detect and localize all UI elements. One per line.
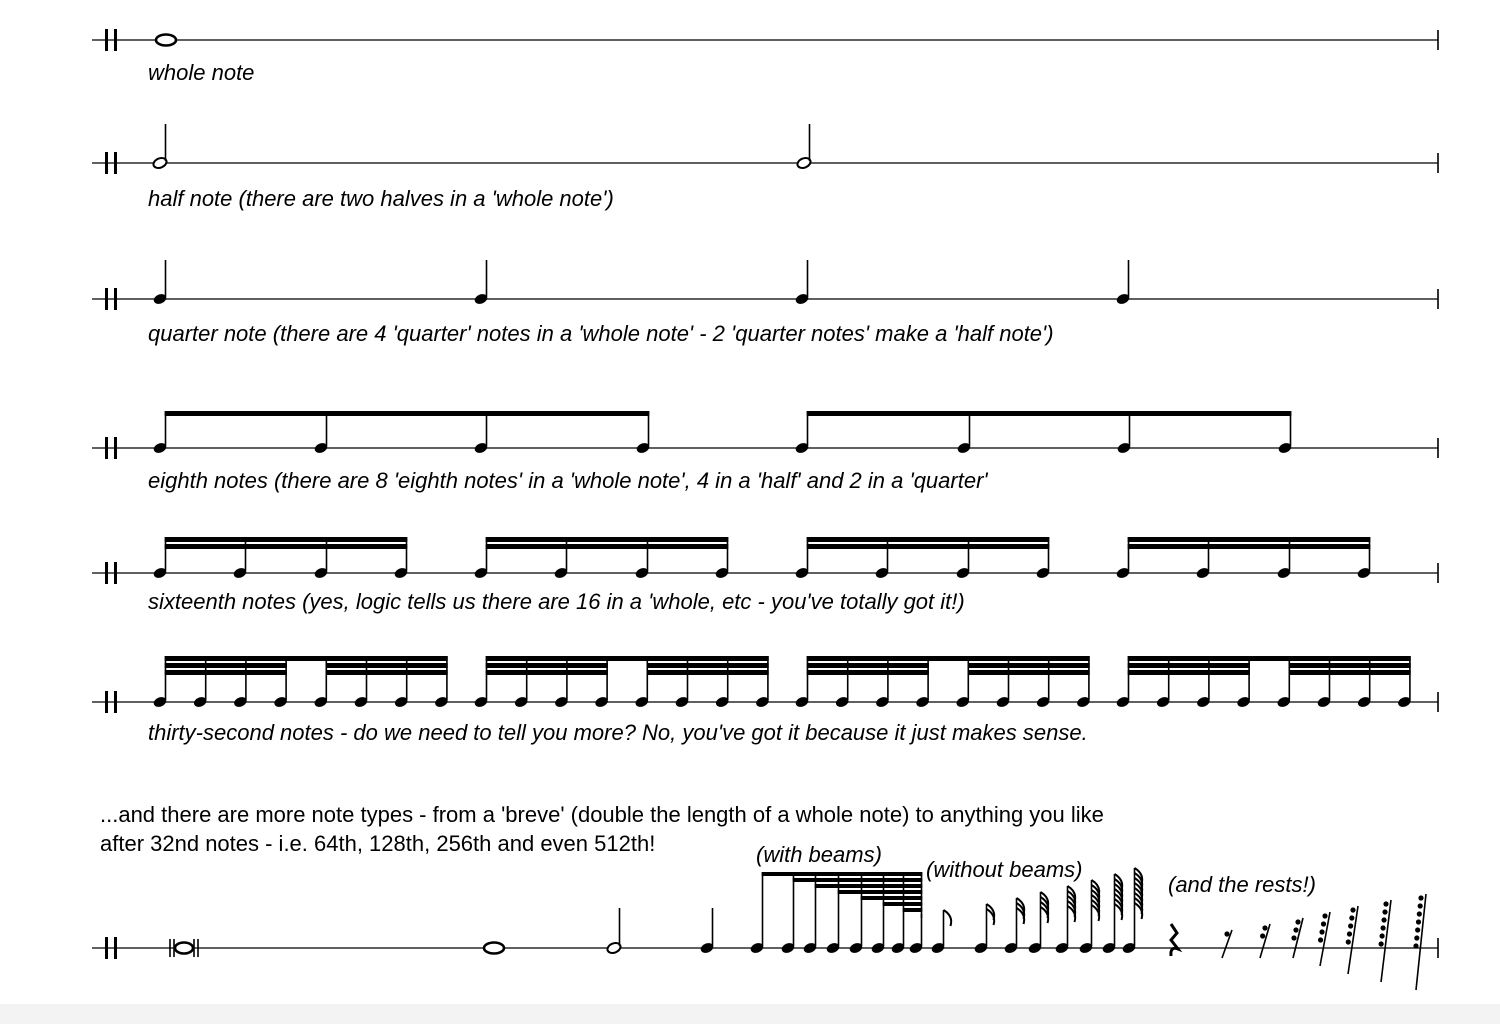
percussion-clef-icon <box>114 437 117 459</box>
rest-dot-icon <box>1413 943 1418 948</box>
rest-dot-icon <box>1414 935 1419 940</box>
rest-dot-icon <box>1262 925 1267 930</box>
quarter-note-caption: quarter note (there are 4 'quarter' notes in a 'whole note' - 2 'quarter notes' make a 'half note') <box>148 321 1054 346</box>
rest-dot-icon <box>1418 895 1423 900</box>
with-beams-label: (with beams) <box>756 842 882 867</box>
percussion-clef-icon <box>105 437 108 459</box>
rest-dot-icon <box>1260 933 1265 938</box>
beam <box>807 411 1292 416</box>
percussion-clef-icon <box>114 29 117 51</box>
eighth-notes-caption: eighth notes (there are 8 'eighth notes' in a 'whole note', 4 in a 'half' and 2 in a 'quarter' <box>148 468 988 493</box>
whole-note-icon <box>156 35 176 46</box>
rest-dot-icon <box>1322 913 1327 918</box>
beam <box>647 670 769 675</box>
beam <box>165 670 287 675</box>
beam <box>165 411 650 416</box>
rest-dot-icon <box>1291 935 1296 940</box>
rest-dot-icon <box>1382 909 1387 914</box>
more-note-types-text-line1: ...and there are more note types - from a 'breve' (double the length of a whole note) to anything you like <box>100 802 1104 827</box>
breve-note-icon <box>175 943 193 954</box>
beam <box>968 663 1090 668</box>
beam <box>1289 670 1411 675</box>
sixteenth-notes-caption: sixteenth notes (yes, logic tells us there are 16 in a 'whole, etc - you've totally got it!) <box>148 589 965 614</box>
percussion-clef-icon <box>105 937 108 959</box>
rest-dot-icon <box>1349 915 1354 920</box>
page-bottom-edge <box>0 1004 1500 1024</box>
beam <box>165 663 287 668</box>
beam <box>165 537 408 542</box>
percussion-clef-icon <box>105 562 108 584</box>
rest-dot-icon <box>1415 927 1420 932</box>
rest-dot-icon <box>1348 923 1353 928</box>
rest-dot-icon <box>1321 921 1326 926</box>
percussion-clef-icon <box>105 29 108 51</box>
beam <box>486 656 769 661</box>
beam <box>807 663 929 668</box>
beam <box>1128 656 1411 661</box>
beam <box>762 872 923 876</box>
beam <box>793 878 923 882</box>
rest-dot-icon <box>1383 901 1388 906</box>
beam <box>807 537 1050 542</box>
percussion-clef-icon <box>105 288 108 310</box>
beam <box>861 896 923 900</box>
beam <box>486 544 729 549</box>
rest-dot-icon <box>1346 939 1351 944</box>
beam <box>165 656 448 661</box>
percussion-clef-icon <box>114 152 117 174</box>
thirty-second-notes-caption: thirty-second notes - do we need to tell you more? No, you've got it because it just makes sense. <box>148 720 1088 745</box>
rest-dot-icon <box>1318 937 1323 942</box>
whole-note-icon <box>484 943 504 954</box>
beam <box>326 670 448 675</box>
beam <box>815 884 923 888</box>
beam <box>1128 544 1371 549</box>
rest-dot-icon <box>1224 931 1229 936</box>
percussion-clef-icon <box>114 937 117 959</box>
percussion-clef-icon <box>105 152 108 174</box>
beam <box>1128 537 1371 542</box>
rest-dot-icon <box>1417 911 1422 916</box>
beam <box>1289 663 1411 668</box>
rest-dot-icon <box>1319 929 1324 934</box>
percussion-clef-icon <box>105 691 108 713</box>
rest-dot-icon <box>1380 925 1385 930</box>
percussion-clef-icon <box>114 288 117 310</box>
percussion-clef-icon <box>114 562 117 584</box>
beam <box>1128 670 1250 675</box>
whole-note-caption: whole note <box>148 60 255 85</box>
rest-dot-icon <box>1379 933 1384 938</box>
quarter-rest-icon <box>1171 924 1178 956</box>
beam <box>968 670 1090 675</box>
rest-dot-icon <box>1295 919 1300 924</box>
rest-dot-icon <box>1416 919 1421 924</box>
beam <box>486 537 729 542</box>
beam <box>165 544 408 549</box>
percussion-clef-icon <box>114 691 117 713</box>
beam <box>647 663 769 668</box>
note-flag-icon <box>944 910 952 926</box>
beam <box>486 670 608 675</box>
half-note-caption: half note (there are two halves in a 'whole note') <box>148 186 614 211</box>
without-beams-label: (without beams) <box>926 857 1083 882</box>
rest-dot-icon <box>1418 903 1423 908</box>
rest-dot-icon <box>1350 907 1355 912</box>
beam <box>807 670 929 675</box>
rest-dot-icon <box>1347 931 1352 936</box>
more-note-types-text-line2: after 32nd notes - i.e. 64th, 128th, 256th and even 512th! <box>100 831 656 856</box>
beam <box>807 544 1050 549</box>
beam <box>883 902 923 906</box>
rest-dot-icon <box>1293 927 1298 932</box>
beam <box>486 663 608 668</box>
rest-dot-icon <box>1379 941 1384 946</box>
beam <box>807 656 1090 661</box>
beam <box>326 663 448 668</box>
beam <box>903 908 923 912</box>
beam <box>1128 663 1250 668</box>
beam <box>921 914 923 918</box>
rest-dot-icon <box>1381 917 1386 922</box>
beam <box>838 890 923 894</box>
rests-label: (and the rests!) <box>1168 872 1316 897</box>
